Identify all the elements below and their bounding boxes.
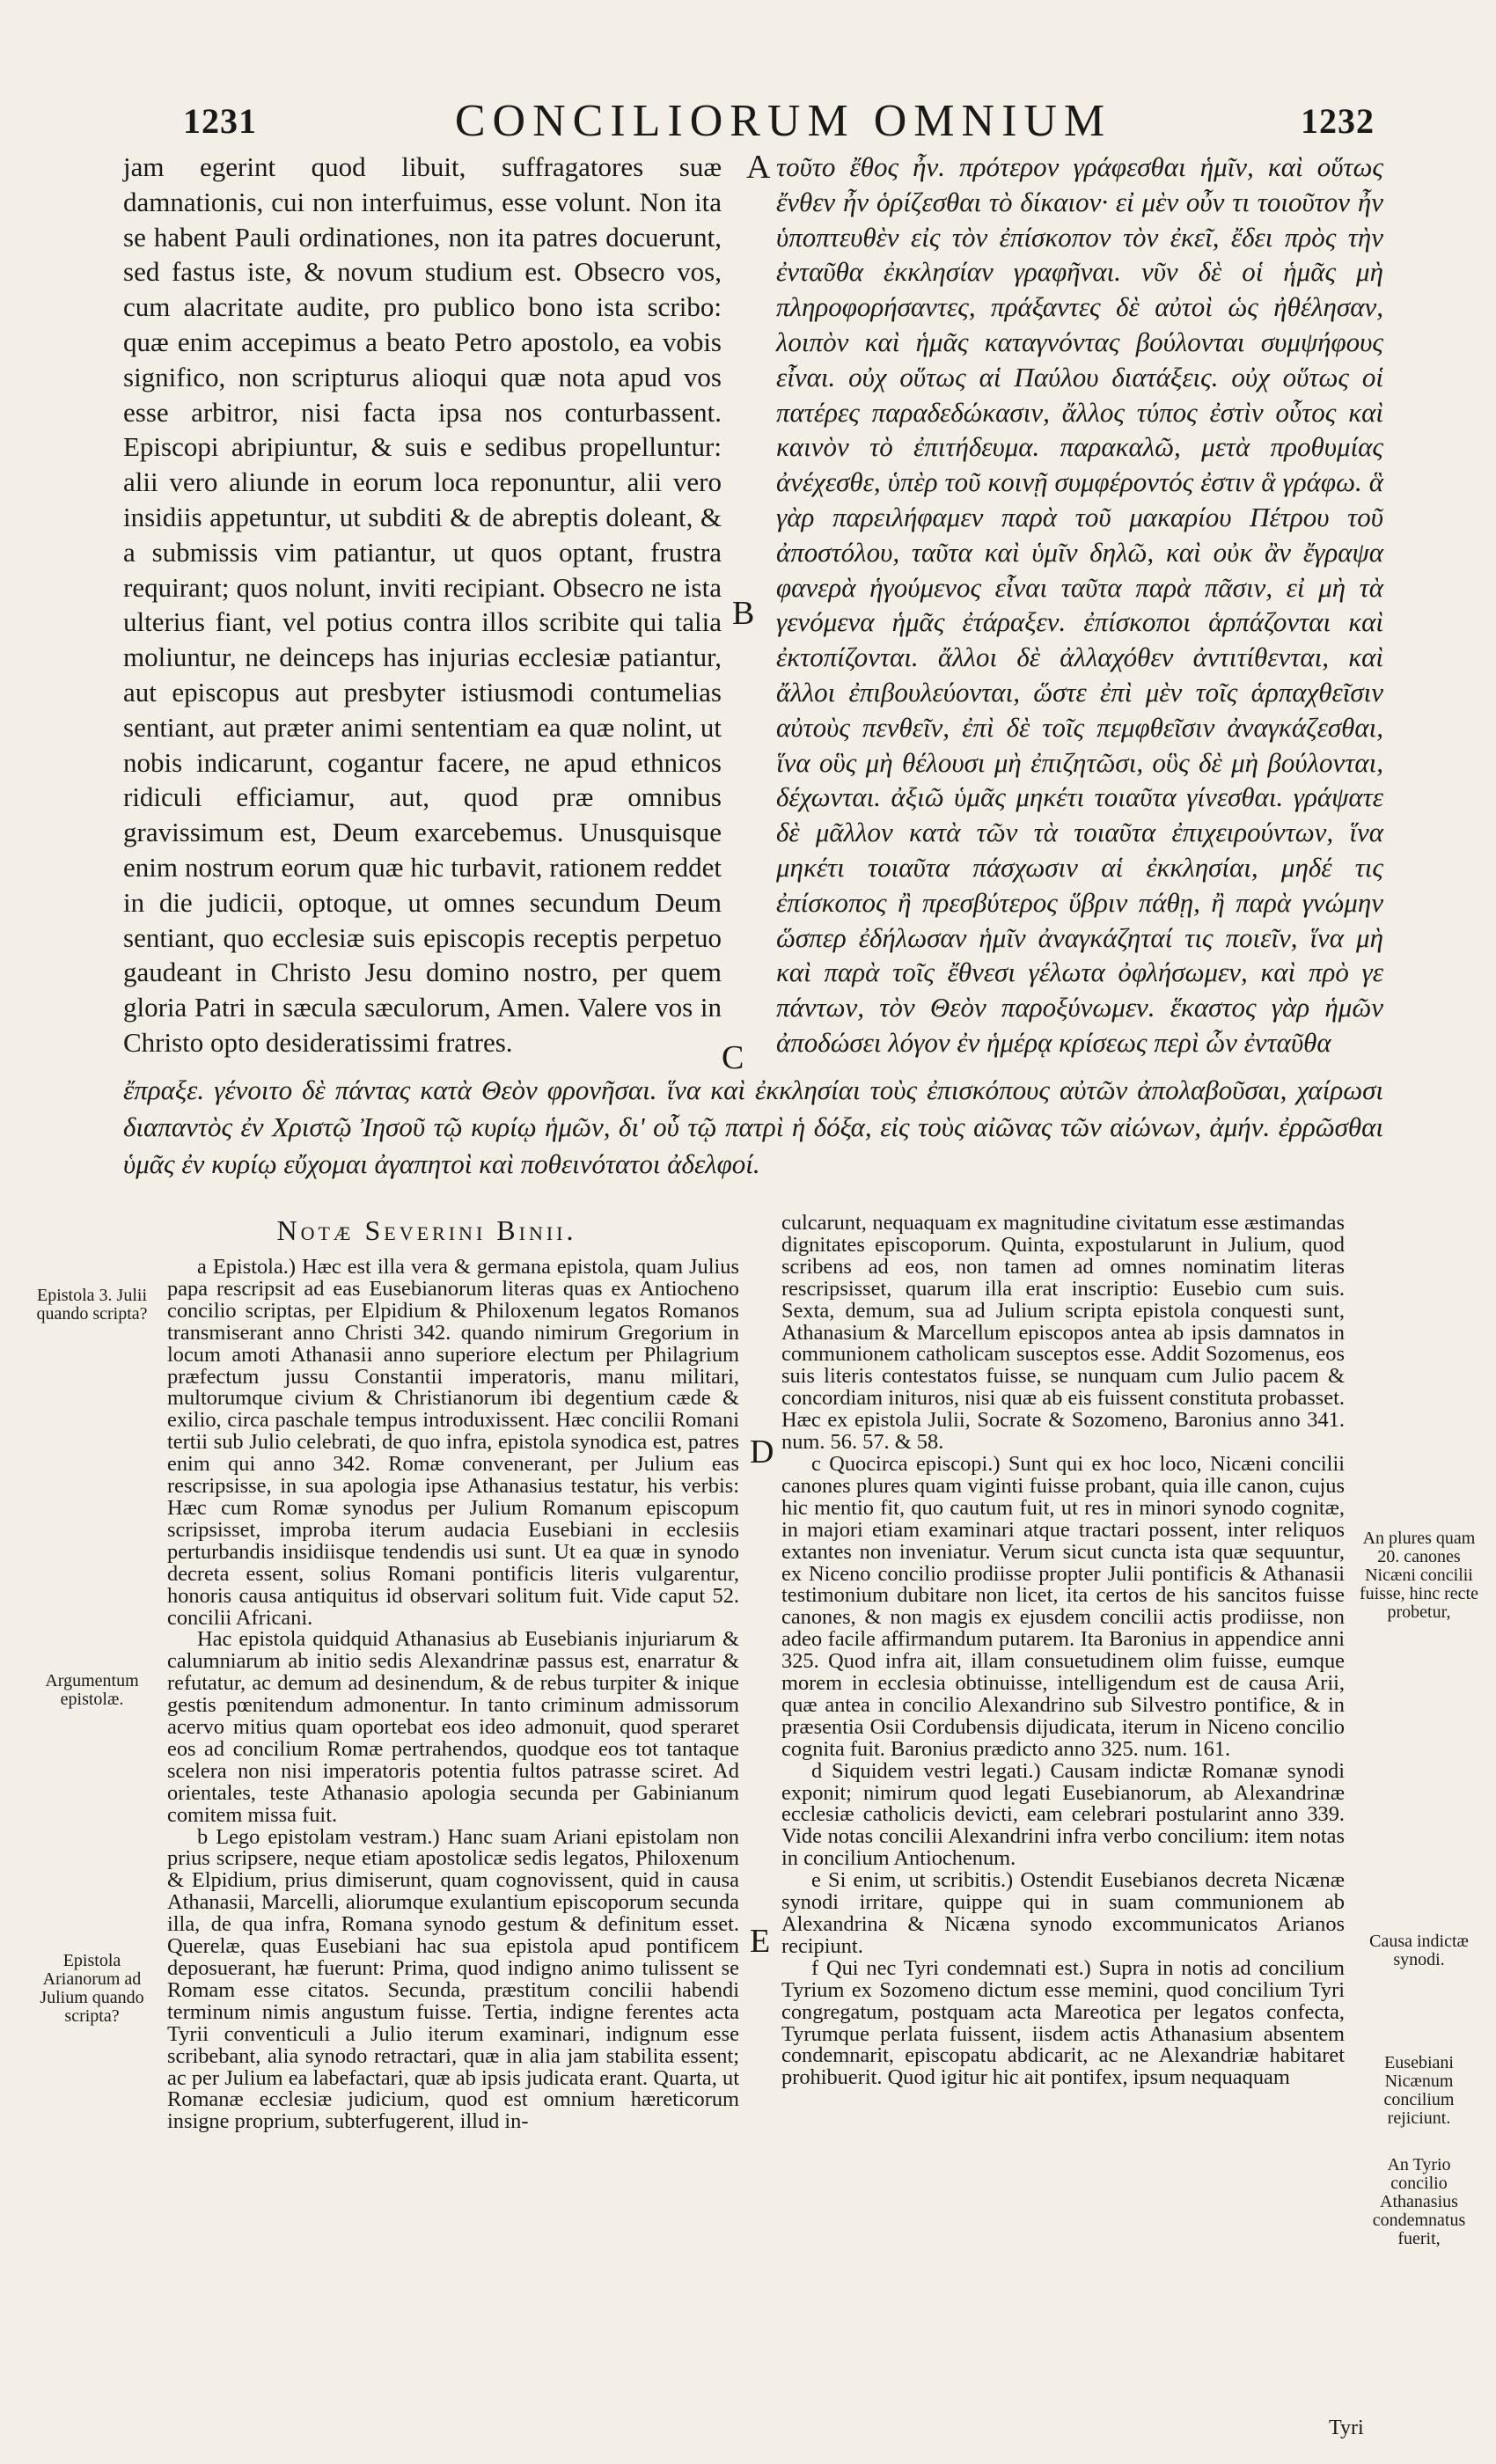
note-b-continued: culcarunt, nequaquam ex magnitudine civitatum esse æstimandas dignitates episcoporum. Quinta, expostularunt in Julium, quod scribens ad eos, non tamen ad omnes nominatim literas rescripsisset, quarum illa erat inscriptio: Eusebio cum suis. Sexta, demum, sua ad Julium scripta epistola conquesti sunt, Athanasium & Marcellum episcopos antea ab ipsis damnatos in communionem catholicam susceptos esse. Addit Sozomenus, eos suis literis contestatos fuisse, se nunquam cum Julio pacem & concordiam inituros, nisi quæ ab eis fuissent constituta probasset. Hæc ex epistola Julii, Socrate & Sozomeno, Baronius anno 341. num. 56. 57. & 58. <box>781 1211 1345 1455</box>
page-header <box>0 95 1496 148</box>
notes-left-column <box>167 1257 739 2133</box>
side-note-left-2: Argumentum epistolæ. <box>45 1671 139 1709</box>
margin-letter-d: D <box>750 1434 774 1470</box>
note-e: e Si enim, ut scribitis.) Ostendit Eusebianos decreta Nicænæ synodi irritare, quippe qui in suam communionem ab Alexandrina & Nicæna synodo excommunicatos Arianos recipiunt. <box>781 1868 1345 1958</box>
note-argumentum: Hac epistola quidquid Athanasius ab Eusebianis injuriarum & calumniarum ab initio sedis Alexandrinæ passus est, enarratur & refutatur, ac demum ad desinendum, & de rebus turpiter & inique gestis pœnitendum admonentur. In tanto criminum admissorum acervo mitius quam oportebat eos ideo admonuit, quod speraret eos ad concilium Romæ pertrahendos, quodque eos tot tantaque scelera non nisi imperatoris potentia fultos patrasse sciret. Ad orientales, teste Athanasio apologia secunda per Gabinianum comitem missa fuit. <box>167 1627 739 1827</box>
side-note-left-1: Epistola 3. Julii quando scripta? <box>36 1286 148 1324</box>
note-b: b Lego epistolam vestram.) Hanc suam Ariani epistolam non prius scripsere, neque etiam apostolicæ sedis legatos, Philoxenum & Elpidium, prius dimiserunt, quam cognovissent, quid in causa Athanasii, Marcelli, aliorumque exulantium episcoporum secunda illa, de qua infra, Romana synodo gestum & definitum esset. Querelæ, quas Eusebiani hac sua epistola apud pontificem deposuerant, hæ fuerunt: Prima, quod indigno animo tulissent se Romam esse citatos. Secunda, præstitum concilii habendi terminum nimis angustum fuisse. Tertia, indigne ferentes acta Tyrii conventiculi a Julio iterum examinari, indignum esse scribebant, alia synodo retractari, quæ in alia jam stabilita essent; ac per Julium ea labefactari, quæ ab ipsis judicata erant. Quarta, ut Romanæ ecclesiæ judicium, quod est omnium hæreticorum insigne proprium, subterfugerent, illud in- <box>167 1824 739 2134</box>
side-note-left-3: Epistola Arianorum ad Julium quando scripta? <box>40 1951 144 2026</box>
notes-title: Notæ Severini Binii. <box>276 1214 577 1246</box>
margin-letter-a: A <box>746 149 771 186</box>
side-note-right-1: An plures quam 20. canones Nicæni concilii fuisse, hinc recte probetur, <box>1360 1529 1478 1622</box>
latin-column: jam egerint quod libuit, suffragatores suæ damnationis, cui non interfuimus, esse volunt. Non ita se habent Pauli ordinationes, non ita patres docuerunt, sed fastus iste, & novum studium est. Obsecro vos, cum alacritate audite, pro publico bono ista scribo: quæ enim accepimus a beato Petro apostolo, ea vobis significo, non scripturus alioqui quæ nota apud vos esse arbitror, nisi facta ipsa nos conturbassent. Episcopi abripiuntur, & suis e sedibus propelluntur: alii vero aliunde in eorum loca reponuntur, alii vero insidiis appetuntur, ut subditi & de abreptis doleant, & a submissis vim patiantur, ut quos optant, frustra requirant; quos nolunt, inviti recipiant. Obsecro ne ista ulterius fiant, vel potius contra illos scribite qui talia moliuntur, ne deinceps has injurias ecclesiæ patiantur, aut episcopus aut presbyter istiusmodi contumelias sentiant, aut præter animi sententiam ea quæ nolint, ut nobis indicarunt, cogantur facere, ne apud ethnicos ridiculi efficiamur, aut, quod præ omnibus gravissimum est, Deum exarcebemus. Unusquisque enim nostrum eorum quæ hic turbavit, rationem reddet in die judicii, optoque, ut omnes secundum Deum sentiant, quo ecclesiæ suis episcopis receptis perpetuo gaudeant in Christo Jesu domino nostro, per quem gloria Patri in sæcula sæculorum, Amen. Valere vos in Christo opto desideratissimi fratres. <box>123 151 722 1058</box>
side-note-right-4: An Tyrio concilio Athanasius condemnatus fuerit, <box>1372 2155 1466 2248</box>
note-c: c Quocirca episcopi.) Sunt qui ex hoc loco, Nicæni concilii canones plures quam viginti fuisse probant, quia ille canon, cujus hic mentio fit, quo cautum fuit, ut res in minori synodo cognitæ, in majori etiam examinari atque tractari possent, inter reliquos extantes non inveniatur. Verum sicut cuncta ista quæ sequuntur, ex Niceno concilio prodiisse propter Julii pontificis & Athanasii testimonium dubitare non licet, ita certos de his sancitos fuisse canones, & non magis ex ejusdem concilii actis prodiisse, non adeo facile affirmandum putarem. Ita Baronius in appendice anni 325. Quod infra ait, illam consuetudinem olim fuisse, eumque morem in ecclesia obtinuisse, intelligendum est de causa Arii, quæ antea in concilio Alexandrino sub Silvestro pontifice, & in præsentia Osii Cordubensis dijudicata, iterum in Niceno concilio cognita fuit. Baronius prædicto anno 325. num. 161. <box>781 1451 1345 1761</box>
greek-column: τοῦτο ἔθος ἦν. πρότερον γράφεσθαι ἡμῖν, καὶ οὕτως ἔνθεν ἦν ὁρίζεσθαι τὸ δίκαιον· εἰ μὲν οὖν τι τοιοῦτον ἦν ὑποπτευθὲν εἰς τὸν ἐπίσκοπον τὸν ἐκεῖ, ἔδει πρὸς τὴν ἐνταῦθα ἐκκλησίαν γραφῆναι. νῦν δὲ οἱ ἡμᾶς μὴ πληροφορήσαντες, πράξαντες δὲ αὐτοὶ ὡς ἠθέλησαν, λοιπὸν καὶ ἡμᾶς καταγνόντας βούλονται συμψήφους εἶναι. οὐχ οὕτως αἱ Παύλου διατάξεις. οὐχ οὕτως οἱ πατέρες παραδεδώκασιν, ἄλλος τύπος ἐστὶν οὗτος καὶ καινὸν τὸ ἐπιτήδευμα. παρακαλῶ, μετὰ προθυμίας ἀνέχεσθε, ὑπὲρ τοῦ κοινῇ συμφέροντός ἐστιν ἃ γράφω. ἃ γὰρ παρειλήφαμεν παρὰ τοῦ μακαρίου Πέτρου τοῦ ἀποστόλου, ταῦτα καὶ ὑμῖν δηλῶ, καὶ οὐκ ἂν ἔγραψα φανερὰ ἡγούμενος εἶναι ταῦτα παρὰ πᾶσιν, εἰ μὴ τὰ γενόμενα ἡμᾶς ἐτάραξεν. ἐπίσκοποι ἁρπάζονται καὶ ἐκτοπίζονται. ἄλλοι δὲ ἀλλαχόθεν ἀντιτίθενται, καὶ ἄλλοι ἐπιβουλεύονται, ὥστε ἐπὶ μὲν τοῖς ἁρπαχθεῖσιν αὐτοὺς πενθεῖν, ἐπὶ δὲ τοῖς πεμφθεῖσιν ἀναγκάζεσθαι, ἵνα οὓς μὴ θέλουσι μὴ ἐπιζητῶσι, οὓς δὲ μὴ βούλονται, δέχωνται. ἀξιῶ ὑμᾶς μηκέτι τοιαῦτα γίνεσθαι. γράψατε δὲ μᾶλλον κατὰ τῶν τὰ τοιαῦτα ἐπιχειρούντων, ἵνα μηκέτι τοιαῦτα πάσχωσιν αἱ ἐκκλησίαι, μηδέ τις ἐπίσκοπος ἢ πρεσβύτερος ὕβριν πάθῃ, ἢ παρὰ γνώμην ὥσπερ ἐδήλωσαν ἡμῖν ἀναγκάζηταί τις ποιεῖν, ἵνα μὴ καὶ παρὰ τοῖς ἔθνεσι γέλωτα ὀφλήσωμεν, καὶ πρὸ γε πάντων, τὸν Θεὸν παροξύνωμεν. ἕκαστος γὰρ ἡμῶν ἀποδώσει λόγον ἐν ἡμέρᾳ κρίσεως περὶ ὧν ἐνταῦθα <box>776 151 1383 1058</box>
note-a: a Epistola.) Hæc est illa vera & germana epistola, quam Julius papa rescripsit ad eas Eusebianorum literas quas ex Antiocheno concilio scriptas, per Elpidium & Philoxenum legatos Romanos transmiserant anno Christi 342. quando nimirum Gregorium in locum amoti Athanasii anno superiore electum per Philagrium præfectum jussu Constantii imperatoris, manu militari, multorumque civium & Christianorum ibi degentium cæde & exilio, circa paschale tempus introduxissent. Hæc concilii Romani tertii sub Julio celebrati, de quo infra, epistola synodica est, patres enim qui anno 342. Romæ convenerant, per Julium eas rescripsisse, in sua apologia ipse Athanasius testatur, his verbis: Hæc cum Romæ synodus per Julium Romanum episcopum scripsisset, improba iterum audacia Eusebiani in ecclesiis perturbandis insidiisque tendendis usi sunt. Ut ea quæ in synodo decreta essent, solius Romani pontificis literis vulgarentur, honoris causa antiquitus id observari solitum fuit. Vide caput 52. concilii Africani. <box>167 1255 739 1630</box>
side-note-right-3: Eusebiani Nicænum concilium rejiciunt. <box>1383 2053 1455 2128</box>
running-title: CONCILIORUM OMNIUM <box>454 96 1112 146</box>
right-page-number: 1232 <box>1301 101 1375 141</box>
catchword: Tyri <box>1329 2416 1364 2439</box>
margin-letter-e: E <box>750 1923 771 1960</box>
greek-full-width-text: ἔπραξε. γένοιτο δὲ πάντας κατὰ Θεὸν φρονῆσαι. ἵνα καὶ ἐκκλησίαι τοὺς ἐπισκόπους αὐτῶν ἀπολαβοῦσαι, χαίρωσι διαπαντὸς ἐν Χριστῷ Ἰησοῦ τῷ κυρίῳ ἡμῶν, δι' οὗ τῷ πατρὶ ἡ δόξα, εἰς τοὺς αἰῶνας τῶν αἰώνων, ἀμήν. ἐρρῶσθαι ὑμᾶς ἐν κυρίῳ εὔχομαι ἀγαπητοὶ καὶ ποθεινότατοι ἀδελφοί. <box>123 1074 1383 1179</box>
note-d: d Siquidem vestri legati.) Causam indictæ Romanæ synodi exponit; nimirum quod legati Eusebianorum, ab Alexandrinæ ecclesiæ catholicis devicti, eam celebrari postularint anno 339. Vide notas concilii Alexandrini infra verbo concilium: item notas in concilium Antiochenum. <box>781 1758 1345 1871</box>
side-note-right-2: Causa indictæ synodi. <box>1369 1932 1469 1969</box>
margin-letter-b: B <box>732 595 755 632</box>
margin-letter-c: C <box>722 1039 744 1076</box>
left-page-number: 1231 <box>183 101 257 141</box>
notes-right-column <box>781 1213 1345 2089</box>
note-f: f Qui nec Tyri condemnati est.) Supra in notis ad concilium Tyrium ex Sozomeno dictum esse memini, quod concilium Tyri congregatum, postquam acta Mareotica per legatos confecta, Tyrumque perlata fuissent, iisdem actis Athanasium absentem condemnarit, episcopatu abdicarit, ac ne Alexandriæ habitaret prohibuerit. Quod igitur hic ait pontifex, ipsum nequaquam <box>781 1955 1345 2090</box>
